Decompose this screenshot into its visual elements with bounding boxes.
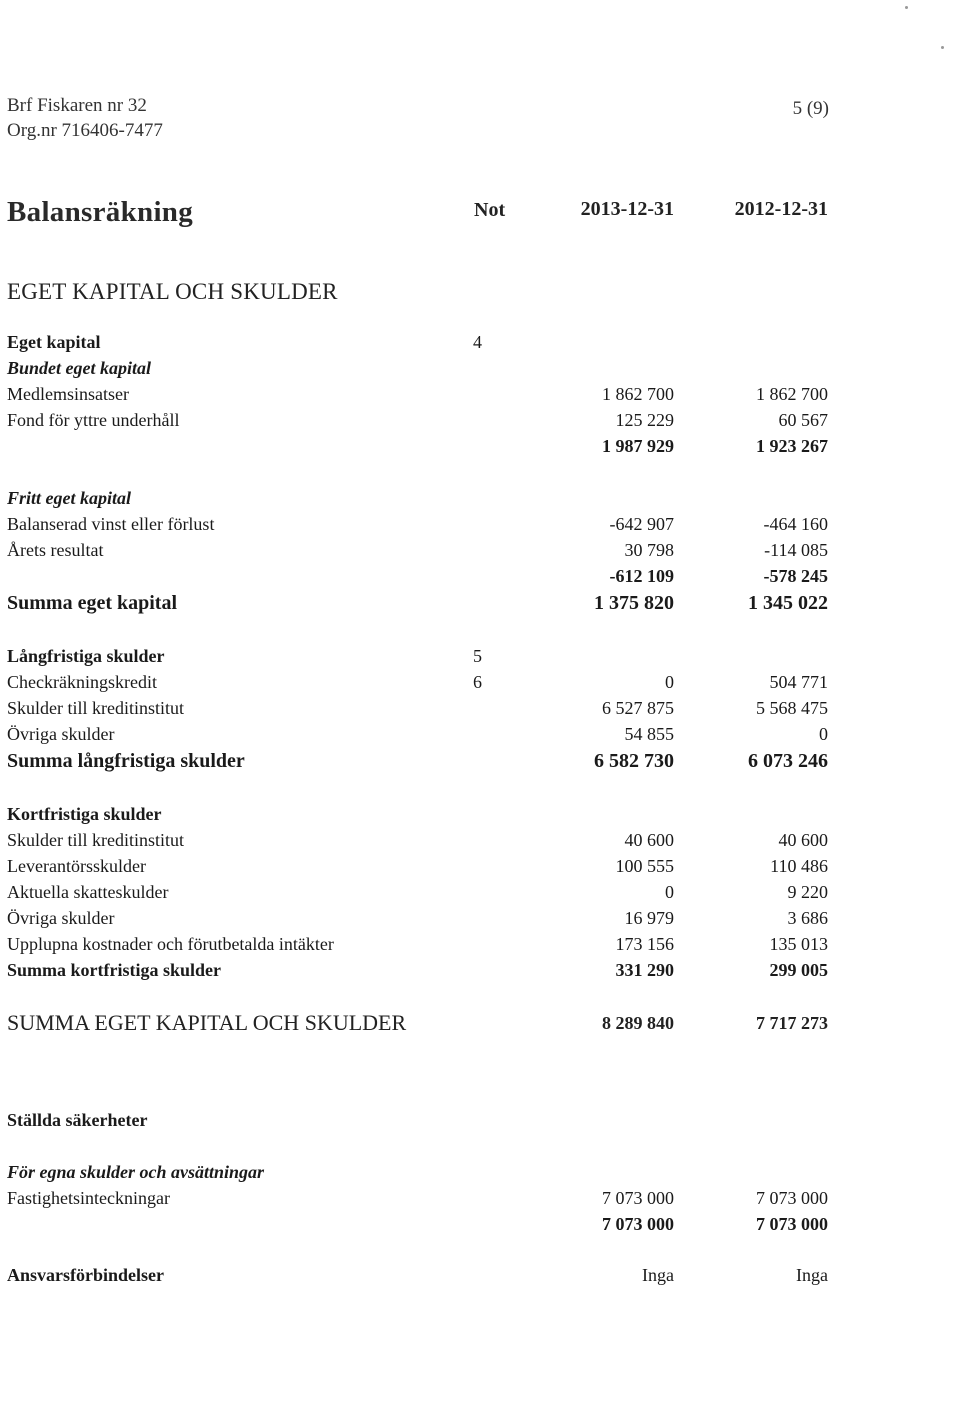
row-label: Checkräkningskredit: [7, 672, 157, 692]
table-row: [0, 332, 960, 358]
row-value-current-year: 6 582 730: [594, 750, 674, 772]
row-value-current-year: 173 156: [615, 934, 674, 954]
row-label: Fastighetsinteckningar: [7, 1188, 170, 1208]
row-label: Skulder till kreditinstitut: [7, 830, 184, 850]
row-value-previous-year: -578 245: [763, 566, 828, 586]
row-label: Skulder till kreditinstitut: [7, 698, 184, 718]
table-row: [0, 882, 960, 908]
row-label: Kortfristiga skulder: [7, 804, 162, 824]
row-value-current-year: 7 073 000: [602, 1214, 674, 1234]
row-label: Leverantörsskulder: [7, 856, 146, 876]
table-row: [0, 1265, 960, 1291]
row-value-current-year: 54 855: [624, 724, 674, 744]
table-row: [0, 540, 960, 566]
row-label: Upplupna kostnader och förutbetalda intäkter: [7, 934, 334, 954]
table-row: [0, 908, 960, 934]
row-value-previous-year: 40 600: [778, 830, 828, 850]
table-row: [0, 724, 960, 750]
row-label: Ansvarsförbindelser: [7, 1265, 164, 1285]
row-value-previous-year: 7 073 000: [756, 1188, 828, 1208]
scan-speck: [905, 6, 908, 9]
table-row: [0, 514, 960, 540]
row-label: Aktuella skatteskulder: [7, 882, 169, 902]
row-note: 4: [473, 332, 482, 352]
page-title: Balansräkning: [7, 196, 194, 228]
row-value-current-year: -642 907: [609, 514, 674, 534]
row-value-previous-year: 7 717 273: [756, 1013, 828, 1033]
row-label: Övriga skulder: [7, 724, 115, 744]
table-row: [0, 488, 960, 514]
row-value-current-year: 0: [665, 672, 674, 692]
table-row: [0, 384, 960, 410]
row-label: Fritt eget kapital: [7, 488, 131, 508]
table-row: [0, 358, 960, 384]
row-value-previous-year: 6 073 246: [748, 750, 828, 772]
table-row: [0, 934, 960, 960]
row-value-previous-year: 299 005: [769, 960, 828, 980]
row-label: Övriga skulder: [7, 908, 115, 928]
row-label: Fond för yttre underhåll: [7, 410, 180, 430]
row-value-current-year: 6 527 875: [602, 698, 674, 718]
section-title: EGET KAPITAL OCH SKULDER: [7, 279, 338, 304]
row-value-current-year: 40 600: [624, 830, 674, 850]
row-value-previous-year: 60 567: [778, 410, 828, 430]
scan-speck: [941, 46, 944, 49]
row-value-previous-year: Inga: [796, 1265, 828, 1285]
row-label: Årets resultat: [7, 540, 104, 560]
row-label: Eget kapital: [7, 332, 101, 352]
row-label: Summa eget kapital: [7, 592, 177, 614]
table-row: [0, 592, 960, 618]
row-value-current-year: 16 979: [624, 908, 674, 928]
table-row: [0, 646, 960, 672]
row-label: Summa kortfristiga skulder: [7, 960, 222, 980]
org-name: Brf Fiskaren nr 32: [7, 95, 147, 116]
table-row: [0, 410, 960, 436]
row-value-current-year: 30 798: [624, 540, 674, 560]
table-row: [0, 1110, 960, 1136]
row-label: Långfristiga skulder: [7, 646, 165, 666]
table-row: [0, 856, 960, 882]
row-value-previous-year: 3 686: [787, 908, 828, 928]
table-row: [0, 750, 960, 776]
row-value-previous-year: -114 085: [764, 540, 828, 560]
row-value-current-year: 100 555: [615, 856, 674, 876]
row-label: Summa långfristiga skulder: [7, 750, 245, 772]
table-row: [0, 566, 960, 592]
table-row: [0, 960, 960, 986]
table-row: [0, 1162, 960, 1188]
row-value-current-year: 1 862 700: [602, 384, 674, 404]
page-number: 5 (9): [792, 98, 829, 119]
table-row: [0, 672, 960, 698]
column-header-previous-year: 2012-12-31: [734, 198, 828, 220]
row-value-current-year: 0: [665, 882, 674, 902]
column-header-current-year: 2013-12-31: [580, 198, 674, 220]
row-value-current-year: -612 109: [609, 566, 674, 586]
row-value-current-year: 1 375 820: [594, 592, 674, 614]
row-value-previous-year: 7 073 000: [756, 1214, 828, 1234]
table-row: [0, 1010, 960, 1040]
column-header-note: Not: [474, 199, 506, 221]
row-label: SUMMA EGET KAPITAL OCH SKULDER: [7, 1010, 407, 1035]
row-value-previous-year: 1 923 267: [756, 436, 828, 456]
row-value-previous-year: 504 771: [769, 672, 828, 692]
row-label: Balanserad vinst eller förlust: [7, 514, 215, 534]
table-row: [0, 698, 960, 724]
table-row: [0, 804, 960, 830]
row-value-current-year: Inga: [642, 1265, 674, 1285]
row-value-previous-year: 135 013: [769, 934, 828, 954]
row-value-current-year: 8 289 840: [602, 1013, 674, 1033]
table-row: [0, 436, 960, 462]
row-value-previous-year: 5 568 475: [756, 698, 828, 718]
row-value-previous-year: 0: [819, 724, 828, 744]
table-row: [0, 1188, 960, 1214]
row-label: Medlemsinsatser: [7, 384, 129, 404]
row-value-current-year: 7 073 000: [602, 1188, 674, 1208]
row-value-previous-year: 110 486: [770, 856, 828, 876]
row-value-current-year: 1 987 929: [602, 436, 674, 456]
row-value-previous-year: -464 160: [763, 514, 828, 534]
org-number: Org.nr 716406-7477: [7, 120, 163, 141]
row-note: 5: [473, 646, 482, 666]
row-label: För egna skulder och avsättningar: [7, 1162, 265, 1182]
table-row: [0, 830, 960, 856]
row-value-current-year: 331 290: [615, 960, 674, 980]
row-note: 6: [473, 672, 482, 692]
row-label: Bundet eget kapital: [7, 358, 151, 378]
table-row: [0, 1214, 960, 1240]
row-value-previous-year: 1 862 700: [756, 384, 828, 404]
row-value-previous-year: 1 345 022: [748, 592, 828, 614]
row-label: Ställda säkerheter: [7, 1110, 148, 1130]
row-value-previous-year: 9 220: [787, 882, 828, 902]
row-value-current-year: 125 229: [615, 410, 674, 430]
